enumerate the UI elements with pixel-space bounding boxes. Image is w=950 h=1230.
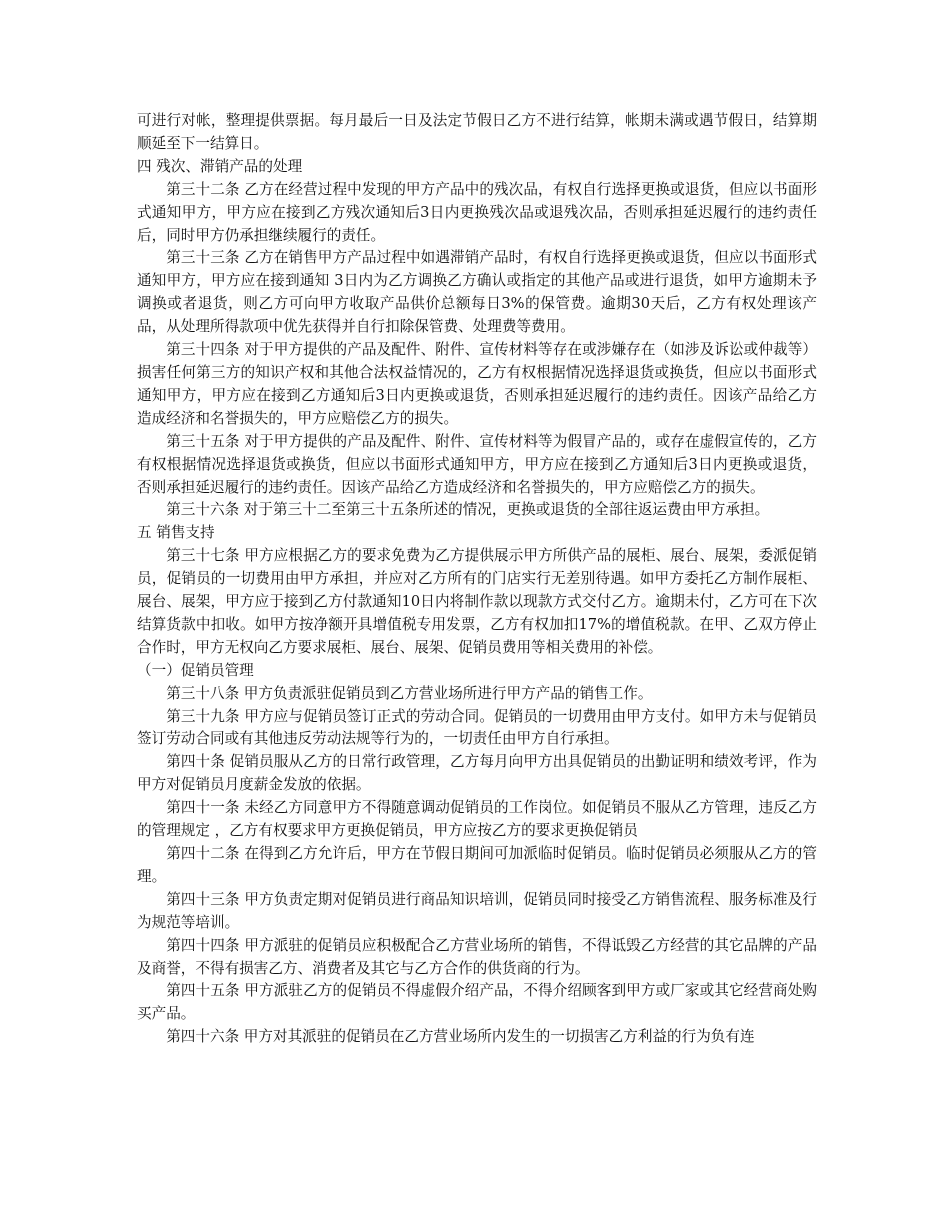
section-heading-sales-support: 五 销售支持 (137, 524, 215, 542)
article-35: 第三十五条 对于甲方提供的产品及配件、附件、宣传材料等为假冒产品的，或存在虚假宣传的，乙方有权根据情况选择退货或换货，但应以书面形式通知甲方，甲方应在接到乙方通知后3日内更换或退货，否则承担延迟履行的违约责任。因该产品给乙方造成经济和名誉损失的，甲方应赔偿乙方的损失。 (137, 432, 817, 496)
article-41: 第四十一条 未经乙方同意甲方不得随意调动促销员的工作岗位。如促销员不服从乙方管理，违反乙方的管理规定 ，乙方有权要求甲方更换促销员，甲方应按乙方的要求更换促销员 (137, 799, 817, 840)
paragraph-settlement-continued: 可进行对帐，整理提供票据。每月最后一日及法定节假日乙方不进行结算，帐期未满或遇节假日，结算期顺延至下一结算日。 (137, 112, 817, 152)
subsection-heading-promoter-management: （一）促销员管理 (137, 661, 254, 679)
article-46-partial: 第四十六条 甲方对其派驻的促销员在乙方营业场所内发生的一切损害乙方利益的行为负有连 (166, 1028, 755, 1046)
article-44: 第四十四条 甲方派驻的促销员应积极配合乙方营业场所的销售，不得诋毁乙方经营的其它品牌的产品及商誉，不得有损害乙方、消费者及其它与乙方合作的供货商的行为。 (137, 936, 817, 977)
article-33: 第三十三条 乙方在销售甲方产品过程中如遇滞销产品时，有权自行选择更换或退货，但应以书面形式通知甲方，甲方应在接到通知 3日内为乙方调换乙方确认或指定的其他产品或进行退货，如甲方逾期未予调换或者退货，则乙方可向甲方收取产品供价总额每日3%的保管费。逾期30天后，乙方有权处理该产品，从处理所得款项中优先获得并自行扣除保管费、处理费等费用。 (137, 249, 817, 336)
section-heading-defective-products: 四 残次、滞销产品的处理 (137, 157, 303, 175)
article-42: 第四十二条 在得到乙方允许后，甲方在节假日期间可加派临时促销员。临时促销员必须服从乙方的管理。 (137, 845, 817, 885)
article-43: 第四十三条 甲方负责定期对促销员进行商品知识培训，促销员同时接受乙方销售流程、服务标准及行为规范等培训。 (137, 890, 817, 931)
article-39: 第三十九条 甲方应与促销员签订正式的劳动合同。促销员的一切费用由甲方支付。如甲方未与促销员签订劳动合同或有其他违反劳动法规等行为的，一切责任由甲方自行承担。 (137, 707, 817, 748)
article-34: 第三十四条 对于甲方提供的产品及配件、附件、宣传材料等存在或涉嫌存在（如涉及诉讼或仲裁等）损害任何第三方的知识产权和其他合法权益情况的，乙方有权根据情况选择退货或换货，但应以书面形式通知甲方，甲方应在接到乙方通知后3日内更换或退货，否则承担延迟履行的违约责任。因该产品给乙方造成经济和名誉损失的，甲方应赔偿乙方的损失。 (137, 341, 817, 427)
article-32: 第三十二条 乙方在经营过程中发现的甲方产品中的残次品，有权自行选择更换或退货，但应以书面形式通知甲方，甲方应在接到乙方残次通知后3日内更换残次品或退残次品，否则承担延迟履行的违约责任后，同时甲方仍承担继续履行的责任。 (137, 180, 817, 244)
article-45: 第四十五条 甲方派驻乙方的促销员不得虚假介绍产品，不得介绍顾客到甲方或厂家或其它经营商处购买产品。 (137, 982, 817, 1023)
article-38: 第三十八条 甲方负责派驻促销员到乙方营业场所进行甲方产品的销售工作。 (166, 684, 653, 702)
article-36: 第三十六条 对于第三十二至第三十五条所述的情况，更换或退货的全部往返运费由甲方承担。 (166, 501, 770, 519)
article-37: 第三十七条 甲方应根据乙方的要求免费为乙方提供展示甲方所供产品的展柜、展台、展架，委派促销员，促销员的一切费用由甲方承担，并应对乙方所有的门店实行无差别待遇。如甲方委托乙方制作展柜、展台、展架，甲方应于接到乙方付款通知10日内将制作款以现款方式交付乙方。逾期未付，乙方可在下次结算货款中扣收。如甲方按净额开具增值税专用发票，乙方有权加扣17%的增值税款。在甲、乙双方停止合作时，甲方无权向乙方要求展柜、展台、展架、促销员费用等相关费用的补偿。 (137, 547, 817, 656)
article-40: 第四十条 促销员服从乙方的日常行政管理，乙方每月向甲方出具促销员的出勤证明和绩效考评，作为甲方对促销员月度薪金发放的依据。 (137, 753, 817, 794)
document-page (137, 110, 817, 1049)
